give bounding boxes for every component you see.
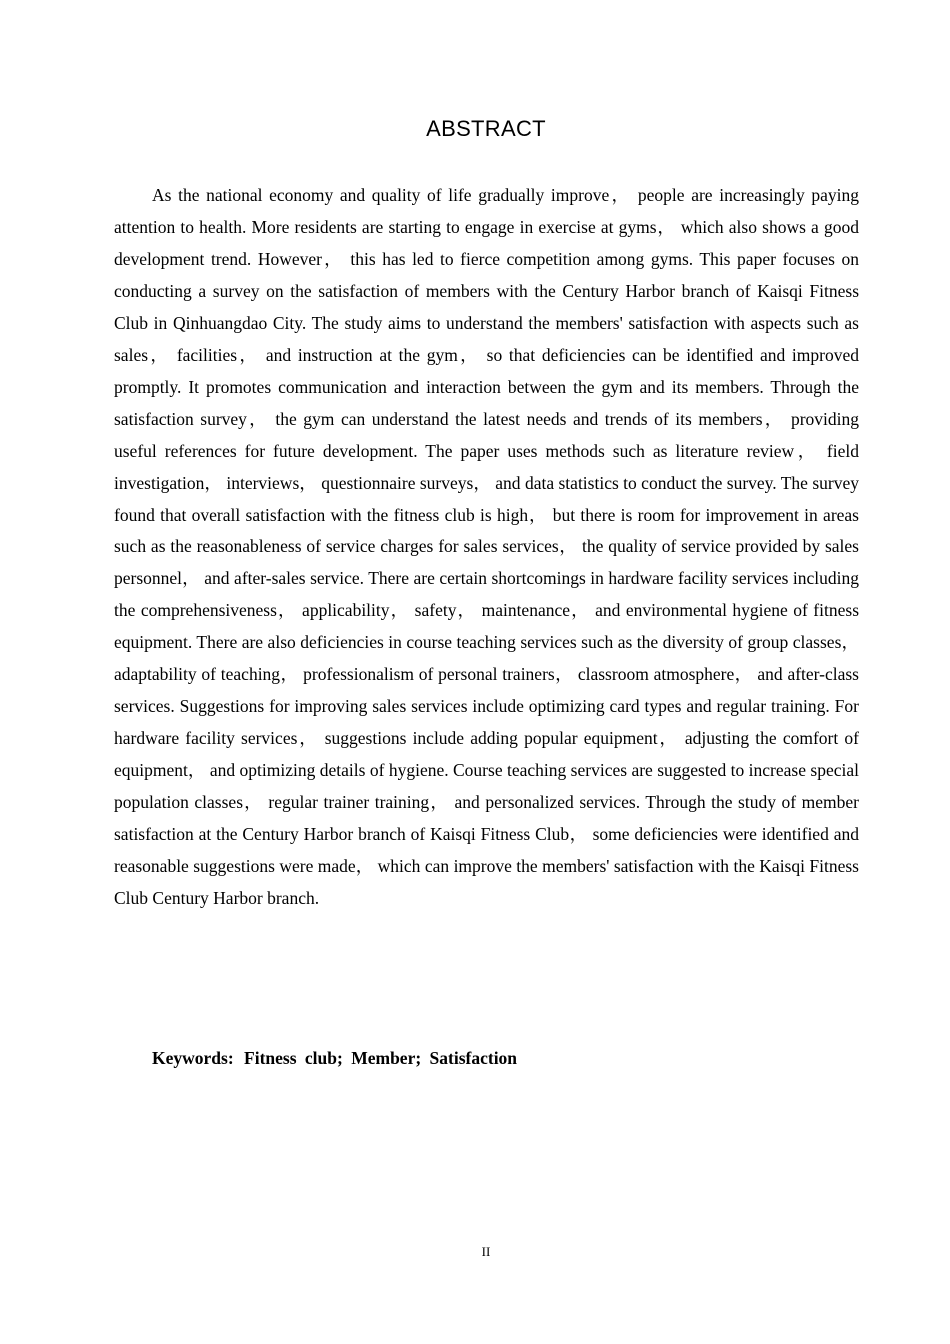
keywords-list: Fitness club; Member; Satisfaction	[244, 1048, 518, 1068]
page-number: II	[481, 1244, 491, 1259]
abstract-body: As the national economy and quality of life gradually improve， people are increasingly paying attention to health. More residents are starting to engage in exercise at gyms， which also shows a good development trend. However， this has led to fierce competition among gyms. This paper focuses on conducting a survey on the satisfaction of members with the Century Harbor branch of Kaisqi Fitness Club in Qinhuangdao City. The study aims to understand the members' satisfaction with aspects such as sales， facilities， and instruction at the gym， so that deficiencies can be identified and improved promptly. It promotes communication and interaction between the gym and its members. Through the satisfaction survey， the gym can understand the latest needs and trends of its members， providing useful references for future development. The paper uses methods such as literature review， field investigation， interviews， questionnaire surveys， and data statistics to conduct the survey. The survey found that overall satisfaction with the fitness club is high， but there is room for improvement in areas such as the reasonableness of service charges for sales services， the quality of service provided by sales personnel， and after-sales service. There are certain shortcomings in hardware facility services including the comprehensiveness， applicability， safety， maintenance， and environmental hygiene of fitness equipment. There are also deficiencies in course teaching services such as the diversity of group classes， adaptability of teaching， professionalism of personal trainers， classroom atmosphere， and after-class services. Suggestions for improving sales services include optimizing card types and regular training. For hardware facility services， suggestions include adding popular equipment， adjusting the comfort of equipment， and optimizing details of hygiene. Course teaching services are suggested to increase special population classes， regular trainer training， and personalized services. Through the study of member satisfaction at the Century Harbor branch of Kaisqi Fitness Club， some deficiencies were identified and reasonable suggestions were made， which can improve the members' satisfaction with the Kaisqi Fitness Club Century Harbor branch.	[114, 185, 859, 908]
keywords-label: Keywords:	[152, 1048, 234, 1068]
abstract-title: ABSTRACT	[426, 116, 546, 141]
keywords-line	[152, 1043, 517, 1073]
